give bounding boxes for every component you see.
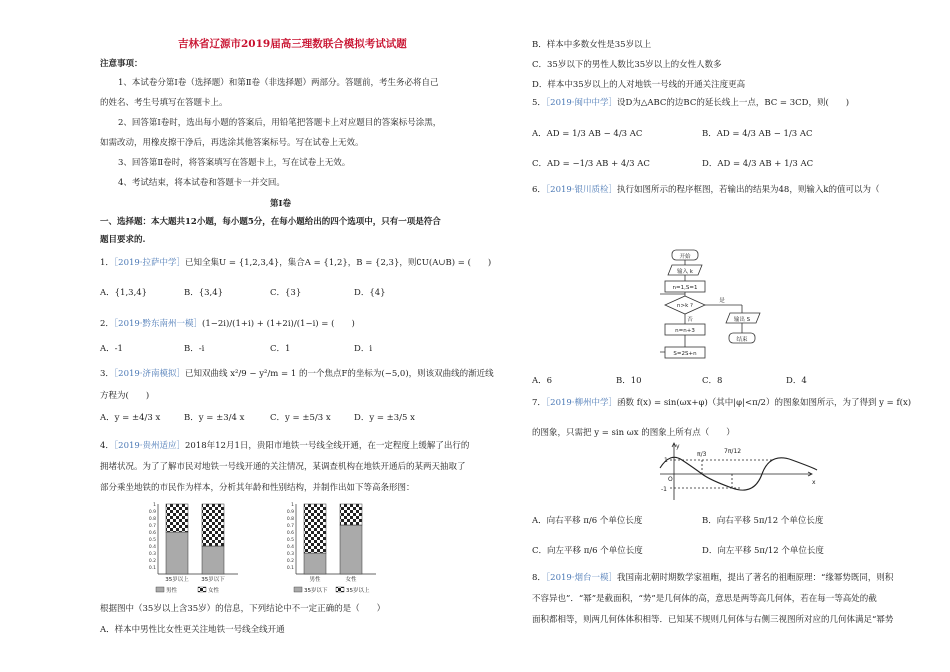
bar-segment-1-lower: [166, 532, 188, 574]
option-c: C．{3}: [270, 288, 302, 298]
option-a: A．y = ±4/3 x: [100, 413, 161, 423]
flow-output-label: 输出 S: [733, 317, 751, 323]
option-d: D．向左平移 5π/12 个单位长度: [702, 546, 824, 556]
y-tick-label: 0.6: [286, 531, 294, 536]
question-1: [100, 257, 491, 270]
y-tick-label: 0.9: [286, 510, 294, 515]
flow-step2-label: S=2S+n: [673, 351, 697, 357]
question-3: [100, 368, 494, 381]
option-b: B．-i: [184, 344, 205, 354]
x-axis-label: x: [812, 479, 816, 486]
option-c: C．y = ±5/3 x: [270, 413, 331, 423]
part-heading-cont: 题目要求的.: [100, 235, 146, 245]
tick-neg-one: -1: [661, 486, 667, 493]
y-tick-label: 0.7: [286, 524, 294, 529]
notice-line: 1、本试卷分第Ⅰ卷（选择题）和第Ⅱ卷（非选择题）两部分。答题前，考生务必将自己: [118, 78, 439, 88]
tick-one: 1: [664, 457, 668, 464]
question-8-line: 面积都相等，则两几何体体积相等．已知某不规则几何体与右侧三视图所对应的几何体满足“幂势: [532, 615, 894, 625]
y-tick-label: 0.6: [148, 531, 156, 536]
question-number: 6．: [532, 185, 546, 195]
question-text: 设D为△ABC的边BC的延长线上一点，BC = 3CD，则( ): [617, 98, 850, 108]
bar-segment-1-upper: [166, 504, 188, 532]
question-4-line: 部分乘坐地铁的市民作为样本，分析其年龄和性别结构，并制作出如下等高条形图：: [100, 483, 415, 493]
y-tick-label: 0.5: [286, 538, 294, 543]
y-tick-label: 0.4: [148, 545, 156, 550]
page-title: 吉林省辽源市2019届高三理数联合模拟考试试题: [178, 38, 407, 50]
option-a: A．样本中男性比女性更关注地铁一号线全线开通: [100, 625, 285, 635]
question-number: 7．: [532, 398, 546, 408]
bar-segment-2-lower: [202, 546, 224, 574]
source-tag: ［2019·柳州中学］: [545, 398, 618, 408]
legend-swatch: [156, 587, 164, 592]
source-tag: ［2019·闽中中学］: [545, 98, 618, 108]
question-text: 执行如图所示的程序框图，若输出的结果为48，则输入k的值可以为（: [617, 185, 880, 195]
flowchart: [660, 248, 810, 370]
question-text: 函数 f(x) = sin(ωx+φ)（其中|φ|<π/2）的图象如图所示，为了得到 y = f(x): [617, 398, 912, 408]
flow-init-label: n=1,S=1: [672, 285, 698, 291]
option-c: C．8: [702, 376, 723, 386]
legend-label: 35岁以上: [346, 588, 370, 594]
option-b: B．y = ±3/4 x: [184, 413, 245, 423]
question-5: [532, 97, 849, 110]
y-tick-label: 0.2: [286, 559, 294, 564]
source-tag: ［2019·烟台一模］: [545, 573, 618, 583]
option-a: A．向右平移 π/6 个单位长度: [532, 516, 643, 526]
question-8: [532, 572, 893, 585]
option-d: D．i: [354, 344, 373, 354]
legend-label: 男性: [166, 588, 178, 594]
notice-line: 3、回答第Ⅱ卷时，将答案填写在答题卡上，写在试卷上无效。: [118, 158, 351, 168]
option-d: D．样本中35岁以上的人对地铁一号线的开通关注度更高: [532, 80, 746, 90]
notice-heading: 注意事项：: [100, 59, 143, 69]
option-d: D．y = ±3/5 x: [354, 413, 415, 423]
bar-segment-1-upper: [304, 504, 326, 553]
option-b: B．{3,4}: [184, 288, 224, 298]
question-text: 已知全集U = {1,2,3,4}，集合A = {1,2}，B = {2,3}，则∁U(A∪B) = ( ): [185, 258, 492, 268]
legend-label: 35岁以下: [304, 588, 328, 594]
option-d: D．{4}: [354, 288, 386, 298]
point-label-7pi-12: 7π/12: [724, 448, 742, 455]
bar-segment-2-lower: [340, 525, 362, 574]
origin-label: O: [668, 476, 673, 483]
option-b: B．向右平移 5π/12 个单位长度: [702, 516, 824, 526]
option-d: D．4: [786, 376, 807, 386]
sine-graph: [652, 440, 822, 504]
question-4-stem: 根据图中（35岁以上含35岁）的信息，下列结论中不一定正确的是（ ）: [100, 604, 386, 614]
flow-condition-label: n>k ?: [677, 303, 693, 309]
y-tick-label: 1: [153, 503, 156, 508]
option-c: C．35岁以下的男性人数比35岁以上的女性人数多: [532, 60, 722, 70]
bar-segment-1-lower: [304, 553, 326, 574]
question-text: 已知双曲线 x²/9 − y²/m = 1 的一个焦点F的坐标为(−5,0)，则该双曲线的渐近线: [185, 369, 494, 379]
y-tick-label: 0.9: [148, 510, 156, 515]
y-tick-label: 0.1: [148, 566, 156, 571]
question-4-line: 拥堵状况。为了了解市民对地铁一号线开通的关注情况，某调查机构在地铁开通后的某两天抽取了: [100, 462, 466, 472]
y-tick-label: 0.1: [286, 566, 294, 571]
option-a: A．AD = 1/3 AB − 4/3 AC: [532, 129, 643, 139]
option-c: C．AD = −1/3 AB + 4/3 AC: [532, 159, 650, 169]
legend-swatch: [336, 587, 344, 592]
question-2: [100, 318, 355, 331]
option-b: B．10: [616, 376, 642, 386]
option-a: A．6: [532, 376, 553, 386]
y-tick-label: 0.3: [286, 552, 294, 557]
question-text: 我国南北朝时期数学家祖暅，提出了著名的祖暅原理：“缘幂势既同，则积: [617, 573, 894, 583]
source-tag: ［2019·贵州适应］: [113, 441, 186, 451]
x-category-label: 35岁以下: [201, 577, 225, 583]
question-number: 3．: [100, 369, 114, 379]
x-category-label: 女性: [345, 577, 357, 583]
y-axis-label: y: [676, 443, 680, 450]
question-text: 2018年12月1日，贵阳市地铁一号线全线开通，在一定程度上缓解了出行的: [185, 441, 470, 451]
y-tick-label: 0.8: [148, 517, 156, 522]
question-number: 5．: [532, 98, 546, 108]
question-number: 1．: [100, 258, 114, 268]
bar-segment-2-upper: [202, 504, 224, 546]
y-tick-label: 0.2: [148, 559, 156, 564]
x-category-label: 男性: [309, 577, 321, 583]
legend-swatch: [294, 587, 302, 592]
point-label-pi-3: π/3: [697, 451, 707, 458]
part-heading: 一、选择题：本大题共12小题，每小题5分，在每小题给出的四个选项中，只有一项是符合: [100, 217, 441, 227]
notice-line: 2、回答第Ⅰ卷时，选出每小题的答案后，用铅笔把答题卡上对应题目的答案标号涂黑，: [118, 118, 442, 128]
flow-yes-label: 是: [719, 298, 725, 304]
bar-segment-2-upper: [340, 504, 362, 525]
option-d: D．AD = 4/3 AB + 1/3 AC: [702, 159, 814, 169]
question-4: [100, 440, 469, 453]
legend-swatch: [198, 587, 206, 592]
question-7-cont: 的图象，只需把 y = sin ωx 的图象上所有点（ ）: [532, 428, 735, 438]
option-a: A．-1: [100, 344, 123, 354]
question-text: (1−2i)/(1+i) + (1+2i)/(1−i) = ( ): [202, 319, 355, 329]
option-c: C．向左平移 π/6 个单位长度: [532, 546, 643, 556]
source-tag: ［2019·济南模拟］: [113, 369, 186, 379]
stacked-bar-chart-gender: [278, 498, 408, 600]
legend-label: 女性: [208, 588, 220, 594]
question-number: 4．: [100, 441, 114, 451]
flow-no-label: 否: [687, 317, 693, 323]
option-b: B．样本中多数女性是35岁以上: [532, 40, 652, 50]
notice-line: 4、考试结束，将本试卷和答题卡一并交回。: [118, 178, 285, 188]
question-number: 8．: [532, 573, 546, 583]
question-7: [532, 397, 911, 410]
y-tick-label: 1: [291, 503, 294, 508]
notice-line: 如需改动，用橡皮擦干净后，再选涂其他答案标号。写在试卷上无效。: [100, 138, 364, 148]
source-tag: ［2019·黔东南州一模］: [113, 319, 203, 329]
y-tick-label: 0.7: [148, 524, 156, 529]
question-8-line: 不容异也”．“幂”是截面积，“势”是几何体的高，意思是两等高几何体，若在每一等高处的截: [532, 594, 877, 604]
option-b: B．AD = 4/3 AB − 1/3 AC: [702, 129, 813, 139]
source-tag: ［2019·拉萨中学］: [113, 258, 186, 268]
x-category-label: 35岁以上: [165, 577, 189, 583]
question-6: [532, 184, 880, 197]
source-tag: ［2019·银川质检］: [545, 185, 618, 195]
flow-start-label: 开始: [679, 254, 691, 260]
flow-end-label: 结束: [736, 337, 748, 343]
question-number: 2．: [100, 319, 114, 329]
y-tick-label: 0.5: [148, 538, 156, 543]
option-c: C．1: [270, 344, 291, 354]
y-tick-label: 0.4: [286, 545, 294, 550]
stacked-bar-chart-age: [140, 498, 260, 600]
y-tick-label: 0.3: [148, 552, 156, 557]
question-3-cont: 方程为( ): [100, 391, 150, 401]
option-a: A．{1,3,4}: [100, 288, 148, 298]
flow-input-label: 输入 k: [677, 269, 693, 275]
flow-step1-label: n=n+3: [675, 328, 695, 334]
y-tick-label: 0.8: [286, 517, 294, 522]
section-heading: 第Ⅰ卷: [270, 199, 291, 209]
notice-line: 的姓名、考生号填写在答题卡上。: [100, 98, 228, 108]
